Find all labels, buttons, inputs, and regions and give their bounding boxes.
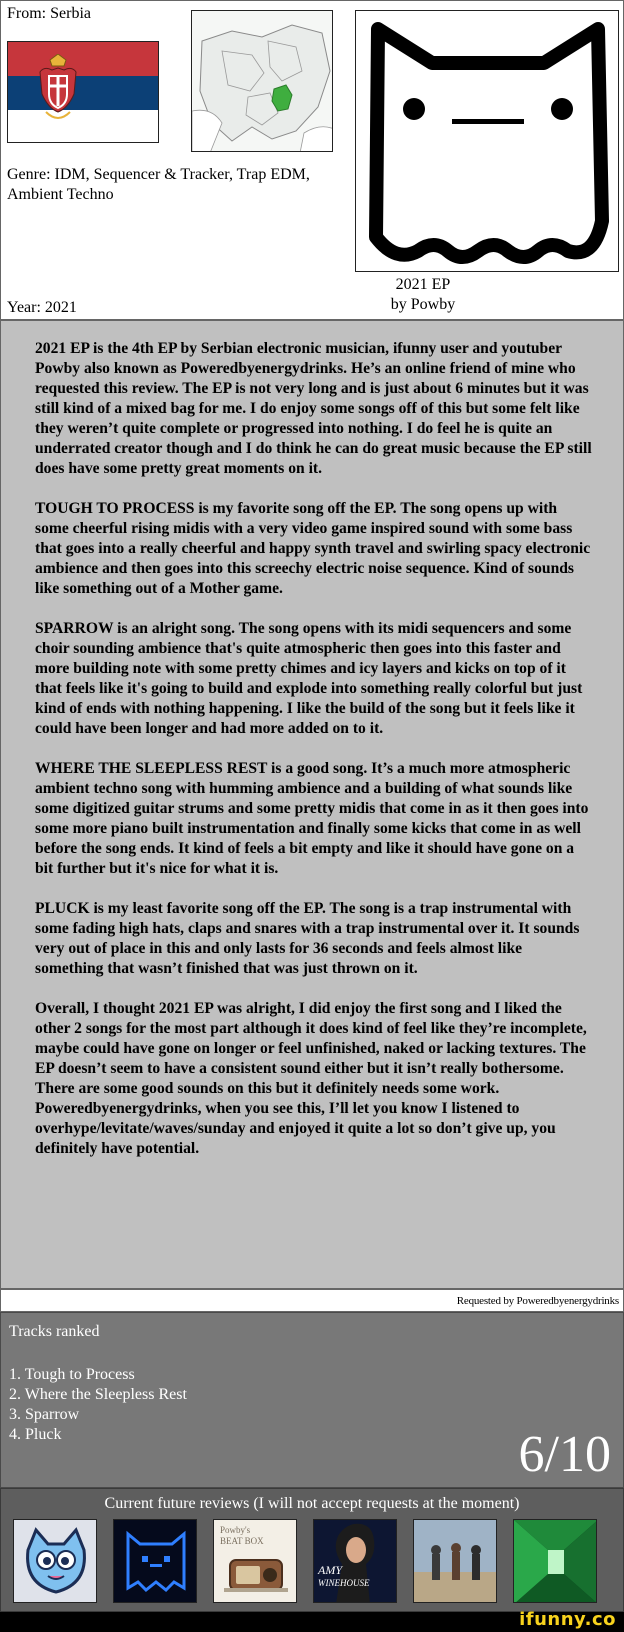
serbia-flag-icon xyxy=(7,41,159,143)
list-item: 2. Where the Sleepless Rest xyxy=(9,1386,187,1403)
green-corridor-thumbnail[interactable] xyxy=(513,1519,597,1603)
thumbnail-row xyxy=(13,1519,613,1603)
ghost-cat-cover-art xyxy=(355,10,619,272)
album-artist: by Powby xyxy=(390,296,456,313)
ifunny-logo[interactable]: ifunny.co xyxy=(519,1609,616,1630)
track-list xyxy=(9,1365,187,1445)
list-item: 3. Sparrow xyxy=(9,1406,80,1423)
year-label: Year: 2021 xyxy=(7,299,77,316)
footer-bar xyxy=(0,1609,624,1632)
requested-by-label: Requested by Poweredbyenergydrinks xyxy=(0,1289,624,1312)
from-label: From: Serbia xyxy=(7,5,91,22)
flag-red-stripe xyxy=(8,42,158,76)
amy-winehouse-album-thumbnail[interactable] xyxy=(313,1519,397,1603)
future-reviews-panel xyxy=(0,1488,624,1612)
europe-map-icon xyxy=(191,10,333,152)
review-paragraph: Overall, I thought 2021 EP was alright, I did enjoy the first song and I liked the other 2 songs for the most part although it does kind of feel like they’re incomplete, maybe could have gone on longer or feel unfinished, naked or lacking textures. The EP doesn’t seem to have a consistent sound either but it isn’t really bothersome. There are some good sounds on this but it definitely needs some work. Poweredbyenergydrinks, when you see this, I’ll let you know I listened to overhype/levitate/waves/sunday and enjoyed it quite a lot so don’t give up, you definitely have potential. xyxy=(35,1000,587,1157)
list-item: 1. Tough to Process xyxy=(9,1366,135,1383)
album-title: 2021 EP xyxy=(395,276,451,293)
review-paragraph: SPARROW is an alright song. The song opens with its midi sequencers and some choir sounding ambience that's quite atmospheric then goes into this faster and more building note with some pretty chimes and icy layers and kicks on top of it that feels like it's going to build and explode into something really colorful but just kind of ends with nothing happening. I like the build of the song but it feels like it could have been longer and had more added on to it. xyxy=(35,620,583,737)
review-text-panel xyxy=(0,320,624,1289)
thumbnail-title: Powby's xyxy=(220,1525,251,1535)
review-paragraph: WHERE THE SLEEPLESS REST is a good song. It’s a much more atmospheric ambient techno song with humming ambience and a building of what sounds like some digitized guitar strums and some pretty midis that come in as it then goes into some more piano built instrumentation and finally some kicks that come in as well before the song ends. It kind of feels a bit empty and like it should have gone on a bit further but it's nice for what it is. xyxy=(35,760,589,877)
radio-beat-box-thumbnail[interactable] xyxy=(213,1519,297,1603)
list-item: 4. Pluck xyxy=(9,1426,62,1443)
tracks-ranked-panel xyxy=(0,1312,624,1488)
review-paragraph: PLUCK is my least favorite song off the EP. The song is a trap instrumental with some fading high hats, claps and snares with a trap instrumental over it. It sounds very out of place in this and only lasts for 36 seconds and feels almost like something that wasn’t finished that was just thrown on it. xyxy=(35,900,580,977)
flag-white-stripe xyxy=(8,110,158,143)
album-info-panel xyxy=(0,0,624,320)
thumbnail-title: AMY xyxy=(318,1563,342,1577)
band-photo-thumbnail[interactable] xyxy=(413,1519,497,1603)
tracks-heading: Tracks ranked xyxy=(9,1323,100,1340)
thumbnail-subtitle: WINEHOUSE xyxy=(318,1578,370,1588)
coat-of-arms-icon xyxy=(38,54,78,130)
review-paragraph: TOUGH TO PROCESS is my favorite song off the EP. The song opens up with some cheerful rising midis with a very video game inspired sound with some bass that goes into a really cheerful and happy synth travel and swirling spacy electronic ambience and then goes into this screechy electric noise sequence. Kind of sounds like something out of a Mother game. xyxy=(35,500,591,597)
score-label: 6/10 xyxy=(518,1426,611,1483)
future-reviews-heading: Current future reviews (I will not accept requests at the moment) xyxy=(104,1495,520,1512)
review-paragraph: 2021 EP is the 4th EP by Serbian electronic musician, ifunny user and youtuber Powby also known as Poweredbyenergydrinks. He’s an online friend of mine who requested this review. The EP is not very long and is just about 6 minutes but it was still kind of a mixed bag for me. I do enjoy some songs off of this but some felt like they weren’t quite complete or progressed into nothing. I do feel he is quite an underrated creator though and I do think he can do great music because the EP still does have some pretty great moments on it. xyxy=(35,340,592,477)
genre-label: Genre: IDM, Sequencer & Tracker, Trap EDM, Ambient Techno xyxy=(7,166,310,203)
thumbnail-subtitle: BEAT BOX xyxy=(220,1536,264,1546)
neon-ghost-thumbnail[interactable] xyxy=(113,1519,197,1603)
flag-blue-stripe xyxy=(8,76,158,110)
blue-cat-creature-thumbnail[interactable] xyxy=(13,1519,97,1603)
